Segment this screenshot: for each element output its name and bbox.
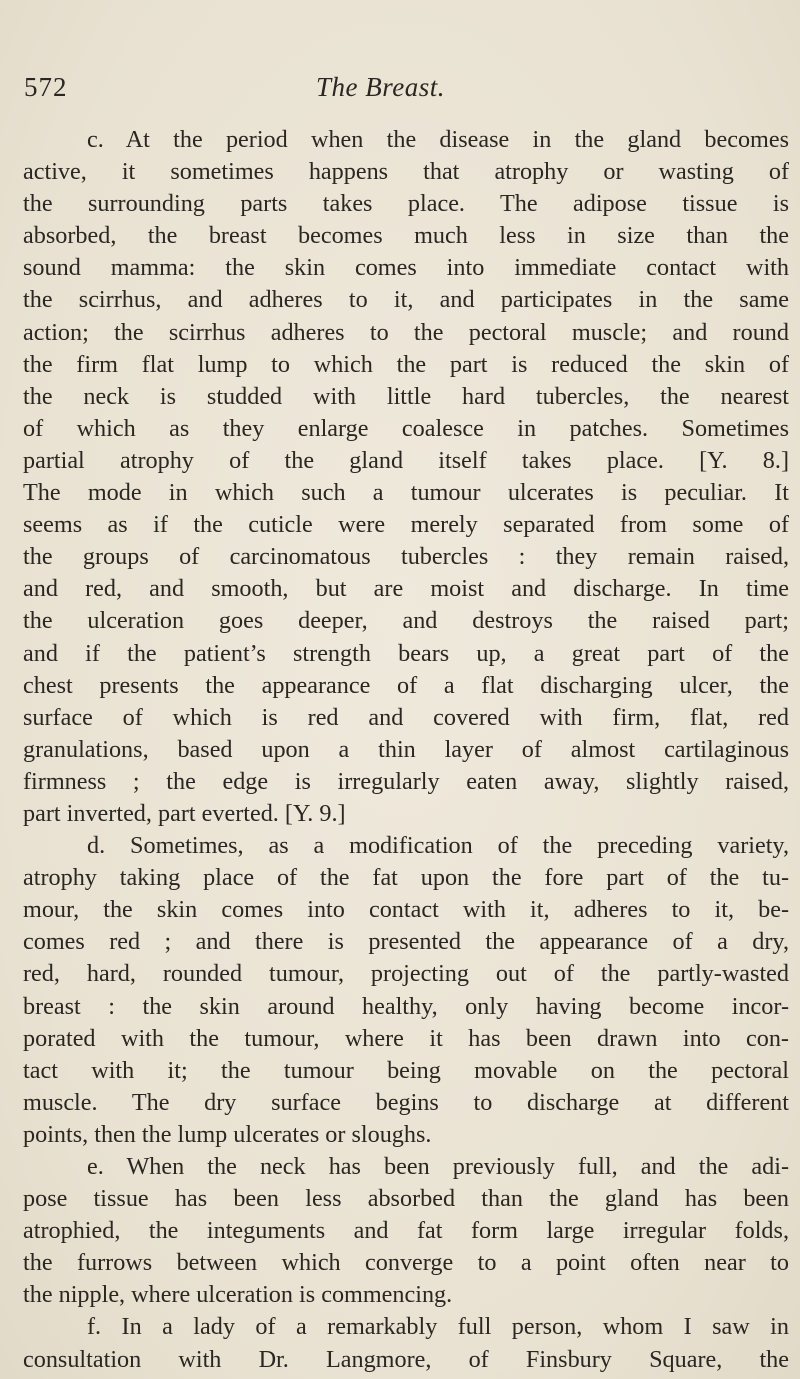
text-line: atrophied, the integuments and fat form large irregular folds, [23,1217,789,1245]
text-line: the surrounding parts takes place. The adipose tissue is [23,190,789,218]
text-line: consultation with Dr. Langmore, of Finsbury Square, the [23,1345,789,1373]
text-line: the neck is studded with little hard tubercles, the nearest [23,382,789,410]
text-line: the firm flat lump to which the part is reduced the skin of [23,350,789,378]
text-line: e. When the neck has been previously full, and the adi- [87,1153,789,1180]
text-line: breast : the skin around healthy, only having become incor- [23,992,789,1020]
text-line: partial atrophy of the gland itself takes place. [Y. 8.] [23,446,789,474]
text-line: the scirrhus, and adheres to it, and participates in the same [23,286,789,314]
text-line: the nipple, where ulceration is commencing. [23,1281,453,1309]
text-line: comes red ; and there is presented the appearance of a dry, [23,928,789,956]
text-line: atrophy taking place of the fat upon the fore part of the tu- [23,864,789,892]
text-line: surface of which is red and covered with firm, flat, red [23,703,789,731]
text-line: f. In a lady of a remarkably full person, whom I saw in [87,1313,789,1341]
text-line: points, then the lump ulcerates or sloughs. [23,1120,432,1148]
running-title: The Breast. [316,72,445,102]
text-line: porated with the tumour, where it has been drawn into con- [23,1024,789,1052]
text-line: and if the patient’s strength bears up, a great part of the [23,639,789,667]
text-line: part inverted, part everted. [Y. 9.] [23,799,346,827]
text-line: red, hard, rounded tumour, projecting out of the partly-wasted [23,960,789,988]
text-line: firmness ; the edge is irregularly eaten away, slightly raised, [23,767,789,795]
text-line: the groups of carcinomatous tubercles : they remain raised, [23,543,789,571]
text-line: sound mamma: the skin comes into immediate contact with [23,254,789,282]
text-line: action; the scirrhus adheres to the pectoral muscle; and round [23,318,789,346]
text-line: the furrows between which converge to a point often near to [23,1249,789,1277]
text-line: pose tissue has been less absorbed than the gland has been [23,1185,789,1213]
text-line: of which as they enlarge coalesce in patches. Sometimes [23,414,789,442]
text-line: c. At the period when the disease in the gland becomes [87,126,789,153]
body-text [23,124,789,1376]
text-line: tact with it; the tumour being movable on the pectoral [23,1056,789,1084]
text-line: seems as if the cuticle were merely separated from some of [23,511,789,539]
text-line: absorbed, the breast becomes much less in size than the [23,222,789,250]
text-line: mour, the skin comes into contact with it, adheres to it, be- [23,896,789,924]
page-number: 572 [24,72,68,102]
text-line: the ulceration goes deeper, and destroys the raised part; [23,607,789,635]
text-line: The mode in which such a tumour ulcerates is peculiar. It [23,479,789,507]
text-line: chest presents the appearance of a flat discharging ulcer, the [23,671,789,699]
text-line: active, it sometimes happens that atrophy or wasting of [23,158,789,186]
text-line: and red, and smooth, but are moist and discharge. In time [23,575,789,603]
text-line: d. Sometimes, as a modification of the preceding variety, [87,832,789,860]
page-header [24,72,776,108]
text-line: muscle. The dry surface begins to discharge at different [23,1088,789,1116]
text-line: granulations, based upon a thin layer of almost cartilaginous [23,735,789,763]
